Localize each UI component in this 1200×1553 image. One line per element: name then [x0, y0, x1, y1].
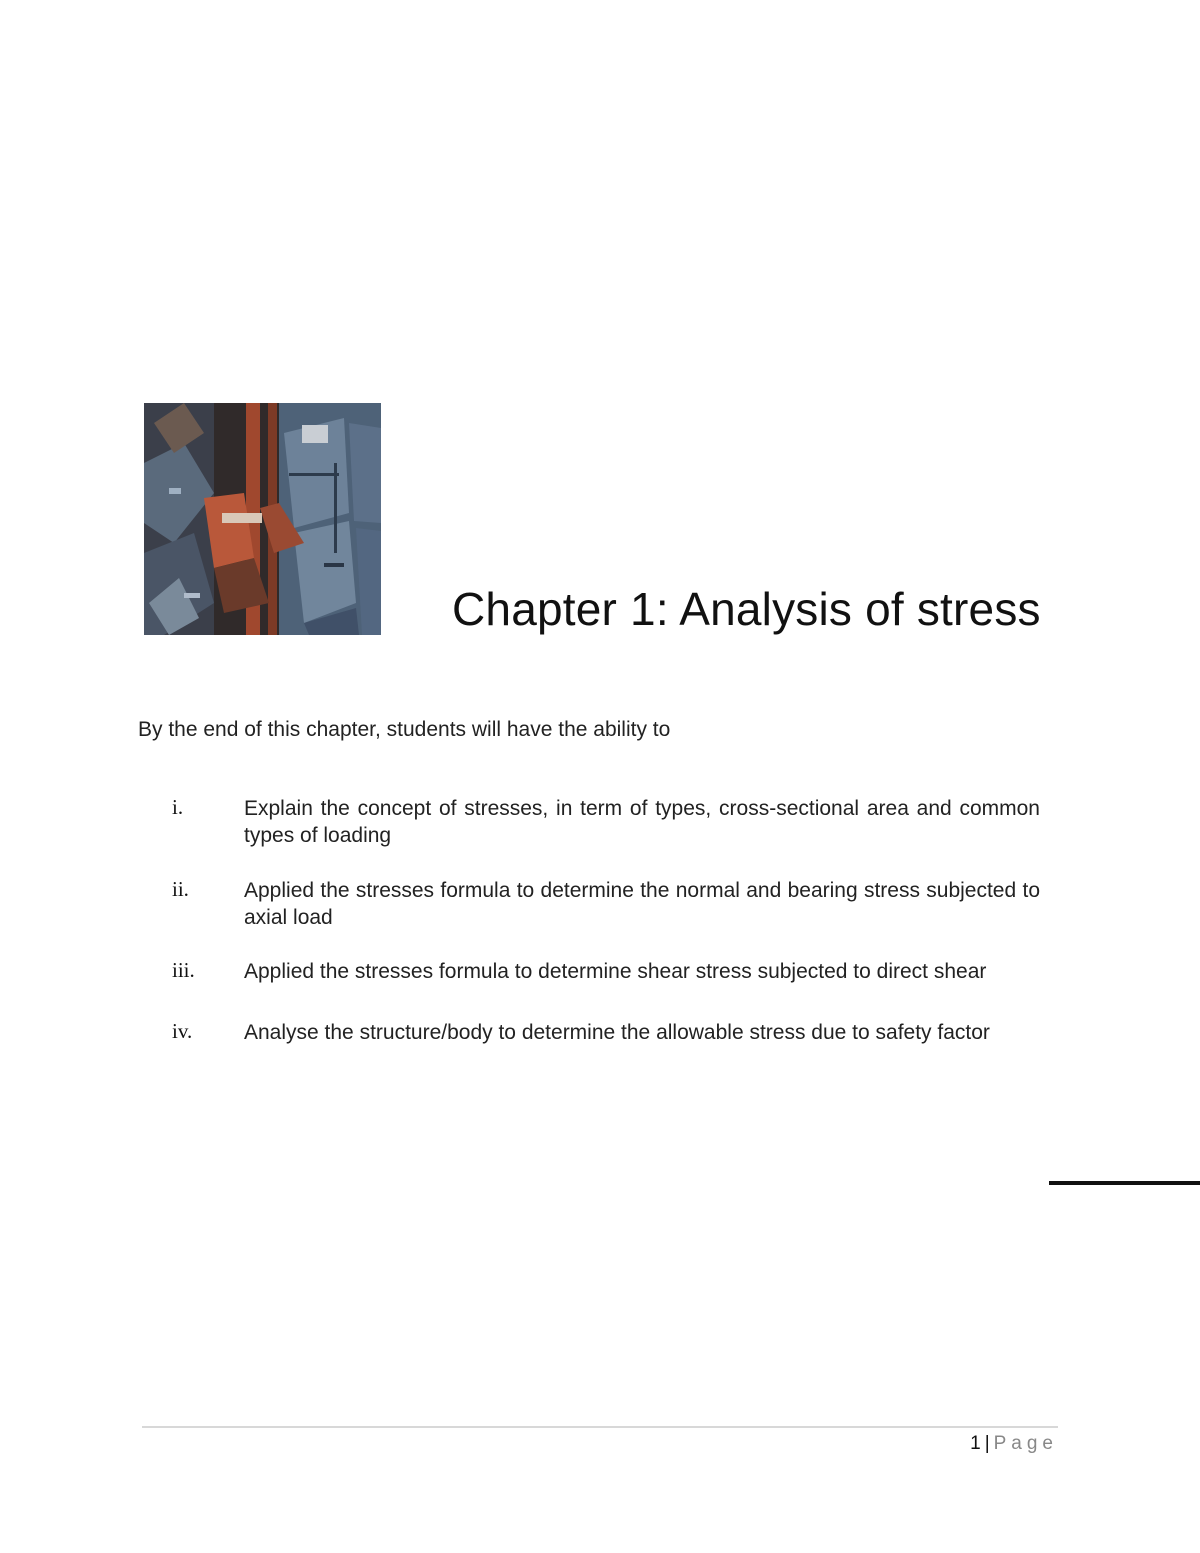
margin-bar [1049, 1181, 1200, 1185]
chapter-title: Chapter 1: Analysis of stress [452, 583, 1041, 635]
intro-text: By the end of this chapter, students will have the ability to [138, 718, 671, 741]
objective-text: Explain the concept of stresses, in term of types, cross-sectional area and common types of loading [244, 797, 1040, 847]
objective-text: Analyse the structure/body to determine the allowable stress due to safety factor [244, 1021, 990, 1044]
objective-text: Applied the stresses formula to determine shear stress subjected to direct shear [244, 960, 987, 983]
page-label: Page [993, 1433, 1058, 1454]
objective-numeral: iii. [172, 958, 195, 982]
objective-numeral: i. [172, 795, 184, 819]
page-number: 1 [970, 1433, 981, 1454]
page-footer [970, 1433, 1058, 1455]
objective-numeral: iv. [172, 1019, 193, 1043]
footer-separator: | [984, 1433, 990, 1454]
objective-numeral: ii. [172, 877, 189, 901]
footer-divider [142, 1426, 1058, 1428]
chapter-photo [144, 403, 381, 635]
objective-text: Applied the stresses formula to determine the normal and bearing stress subjected to axial load [244, 879, 1040, 929]
